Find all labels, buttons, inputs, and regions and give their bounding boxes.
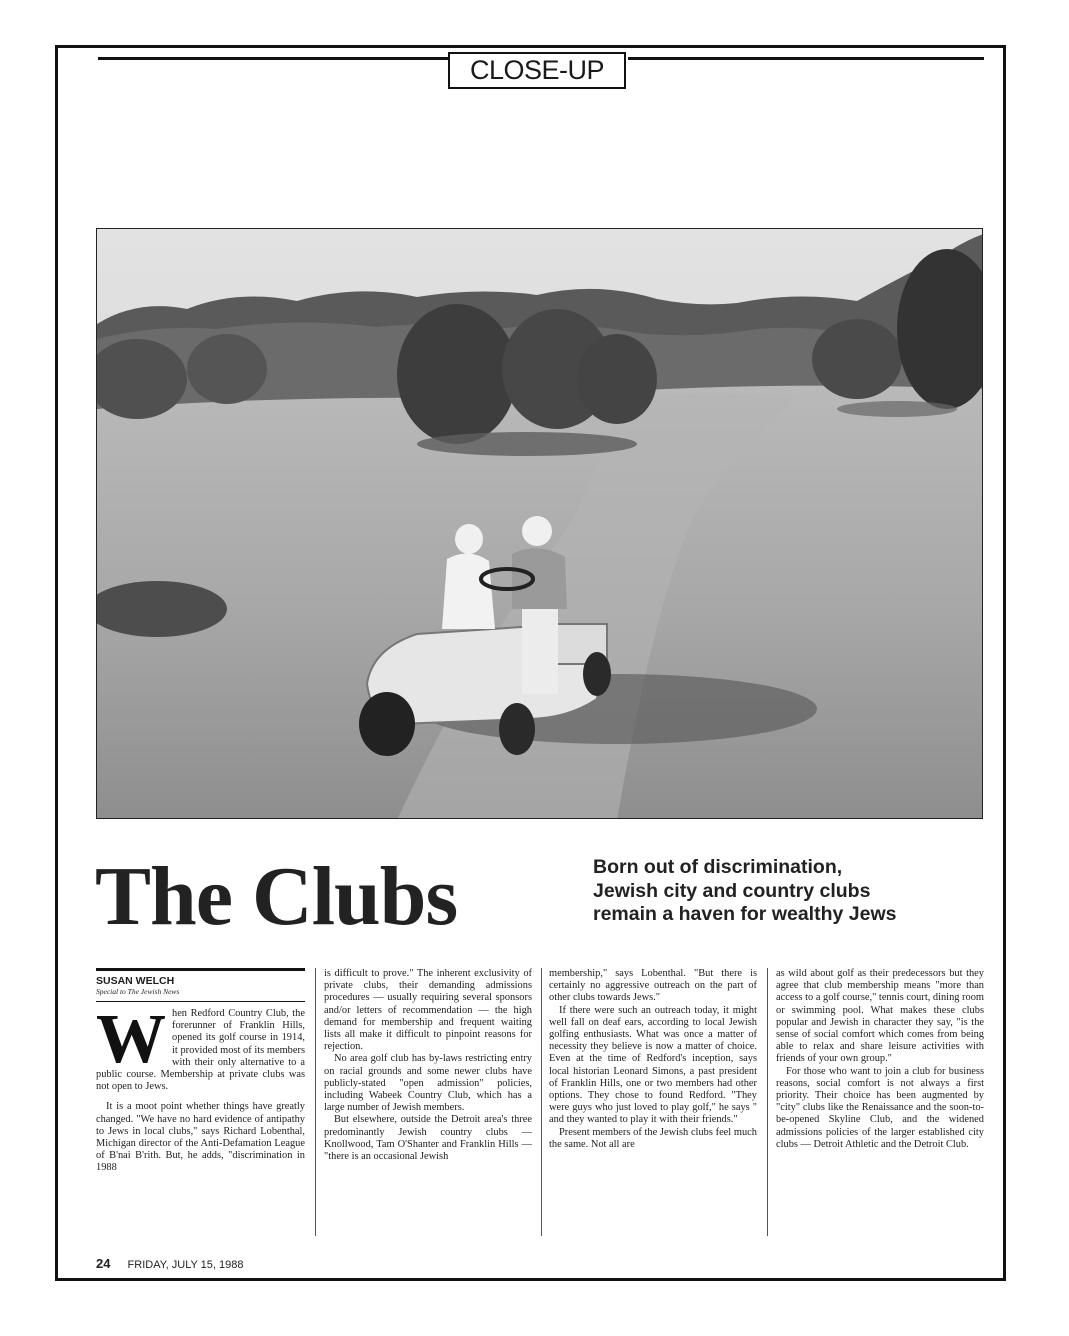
- paragraph: hen Redford Country Club, the forerunner of Franklin Hills, opened its golf course in 1914, it provided most of its members with their only alternative to a public course. Membership at private clubs was not open to Jews.: [96, 1008, 305, 1093]
- lead-paragraph-block: [96, 1008, 305, 1093]
- paragraph: No area golf club has by-laws restricting entry on racial grounds and some newer clubs have publicly-stated "open admission" policies, including Wabeek Country Club, which has a large number of Jewish members.: [324, 1053, 532, 1114]
- article-column-2: [324, 968, 532, 1163]
- deck-line: Born out of discrimination,: [593, 856, 843, 878]
- deck-line: remain a haven for wealthy Jews: [593, 903, 897, 925]
- paragraph: is difficult to prove." The inherent exclusivity of private clubs, their demanding admissions procedures — usually requiring several sponsors and/or letters of recommendation — the high demand for membership and frequent waiting lists all make it difficult to pinpoint reasons for rejection.: [324, 968, 532, 1053]
- article-column-1: [96, 968, 305, 1175]
- paragraph: It is a moot point whether things have greatly changed. "We have no hard evidence of antipathy to Jews in local clubs," says Richard Lobenthal, Michigan director of the Anti-Defamation League of B'nai B'rith. But, he adds, "discrimination in 1988: [96, 1101, 305, 1174]
- column-divider: [315, 968, 316, 1236]
- deck-line: Jewish city and country clubs: [593, 879, 871, 902]
- byline-rule: [96, 1001, 305, 1002]
- drop-cap: W: [96, 1008, 166, 1078]
- paragraph: as wild about golf as their predecessors but they agree that club membership means "more than access to a golf course," tennis court, dining room or swimming pool. What makes these clubs popular and Jewish in character they say, "is the sense of social comfort which comes from being able to relax and share leisure activities with friends of your own group.": [776, 968, 984, 1065]
- folio: [96, 1256, 244, 1271]
- headline: The Clubs: [95, 850, 458, 943]
- paragraph: membership," says Lobenthal. "But there is certainly no aggressive outreach on the part of other clubs towards Jews.": [549, 968, 757, 1004]
- byline-rule: [96, 968, 305, 971]
- byline-credit: Special to The Jewish News: [96, 987, 180, 996]
- issue-date: FRIDAY, JULY 15, 1988: [127, 1259, 244, 1271]
- section-label: CLOSE-UP: [448, 52, 626, 89]
- paragraph: Present members of the Jewish clubs feel much the same. Not all are: [549, 1126, 757, 1150]
- column-divider: [541, 968, 542, 1236]
- header-rule-left: [98, 57, 448, 60]
- golf-cart-photo: [96, 228, 983, 819]
- header-rule-right: [628, 57, 984, 60]
- article-column-3: [549, 968, 757, 1151]
- paragraph: If there were such an outreach today, it might well fall on deaf ears, according to local Jewish golfing enthusiasts. What was once a matter of necessity they believe is now a matter of choice. Even at the time of Redford's inception, says local historian Leonard Simons, a past president of Franklin Hills, one or two members had other options. They chose to found Redford. "They were guys who just loved to play golf," he says " and they wanted to play it with their friends.": [549, 1004, 757, 1126]
- article-column-4: [776, 968, 984, 1151]
- byline-author: SUSAN WELCH: [96, 975, 175, 987]
- paragraph: For those who want to join a club for business reasons, social comfort is not always a first priority. Their choice has been augmented by "city" clubs like the Renaissance and the soon-to-be-opened Skyline Club, and the widened admissions policies of the larger established city clubs — Detroit Athletic and the Detroit Club.: [776, 1065, 984, 1150]
- page-number: 24: [96, 1256, 111, 1271]
- column-divider: [767, 968, 768, 1236]
- paragraph: But elsewhere, outside the Detroit area's three predominantly Jewish country clubs — Knollwood, Tam O'Shanter and Franklin Hills — "there is an occasional Jewish: [324, 1114, 532, 1163]
- deck-subheadline: [593, 856, 973, 927]
